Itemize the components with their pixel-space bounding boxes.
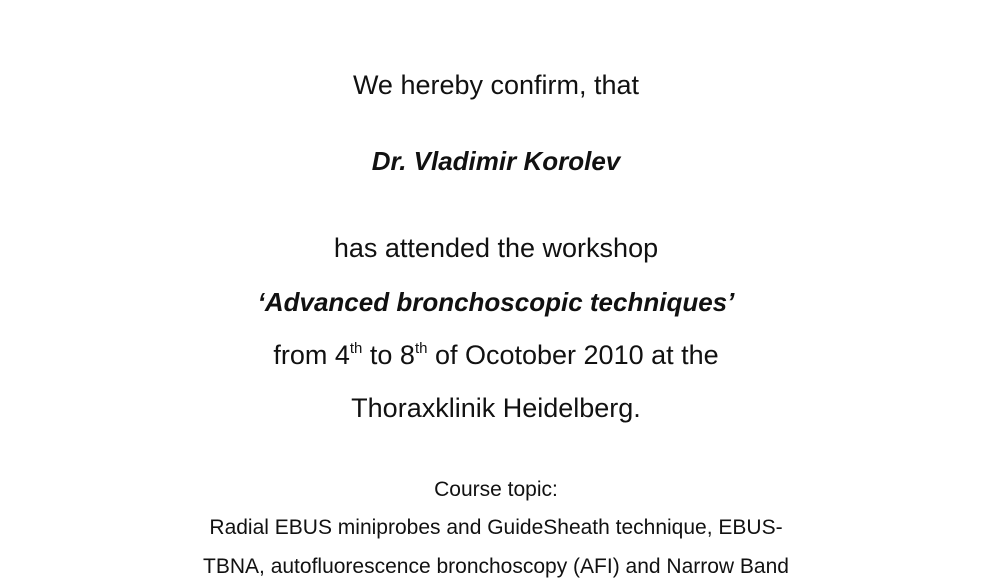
date-sup-2: th bbox=[414, 340, 428, 357]
date-rest: of Ocotober 2010 at the bbox=[427, 340, 719, 370]
attended-line: has attended the workshop bbox=[333, 233, 659, 263]
confirm-line: We hereby confirm, that bbox=[352, 70, 640, 100]
course-topic-label: Course topic: bbox=[434, 478, 558, 501]
location-line: Thoraxklinik Heidelberg. bbox=[351, 393, 641, 423]
attendee-name: Dr. Vladimir Korolev bbox=[371, 146, 621, 176]
date-to: to 8 bbox=[362, 340, 415, 370]
course-topic-line-1: Radial EBUS miniprobes and GuideSheath technique, EBUS- bbox=[209, 516, 783, 539]
course-topic-line-2: TBNA, autofluorescence bronchoscopy (AFI) and Narrow Band bbox=[203, 555, 789, 578]
workshop-title: ‘Advanced bronchoscopic techniques’ bbox=[257, 287, 735, 317]
date-line bbox=[0, 340, 992, 371]
date-sup-1: th bbox=[349, 340, 363, 357]
date-from: from 4 bbox=[273, 340, 350, 370]
